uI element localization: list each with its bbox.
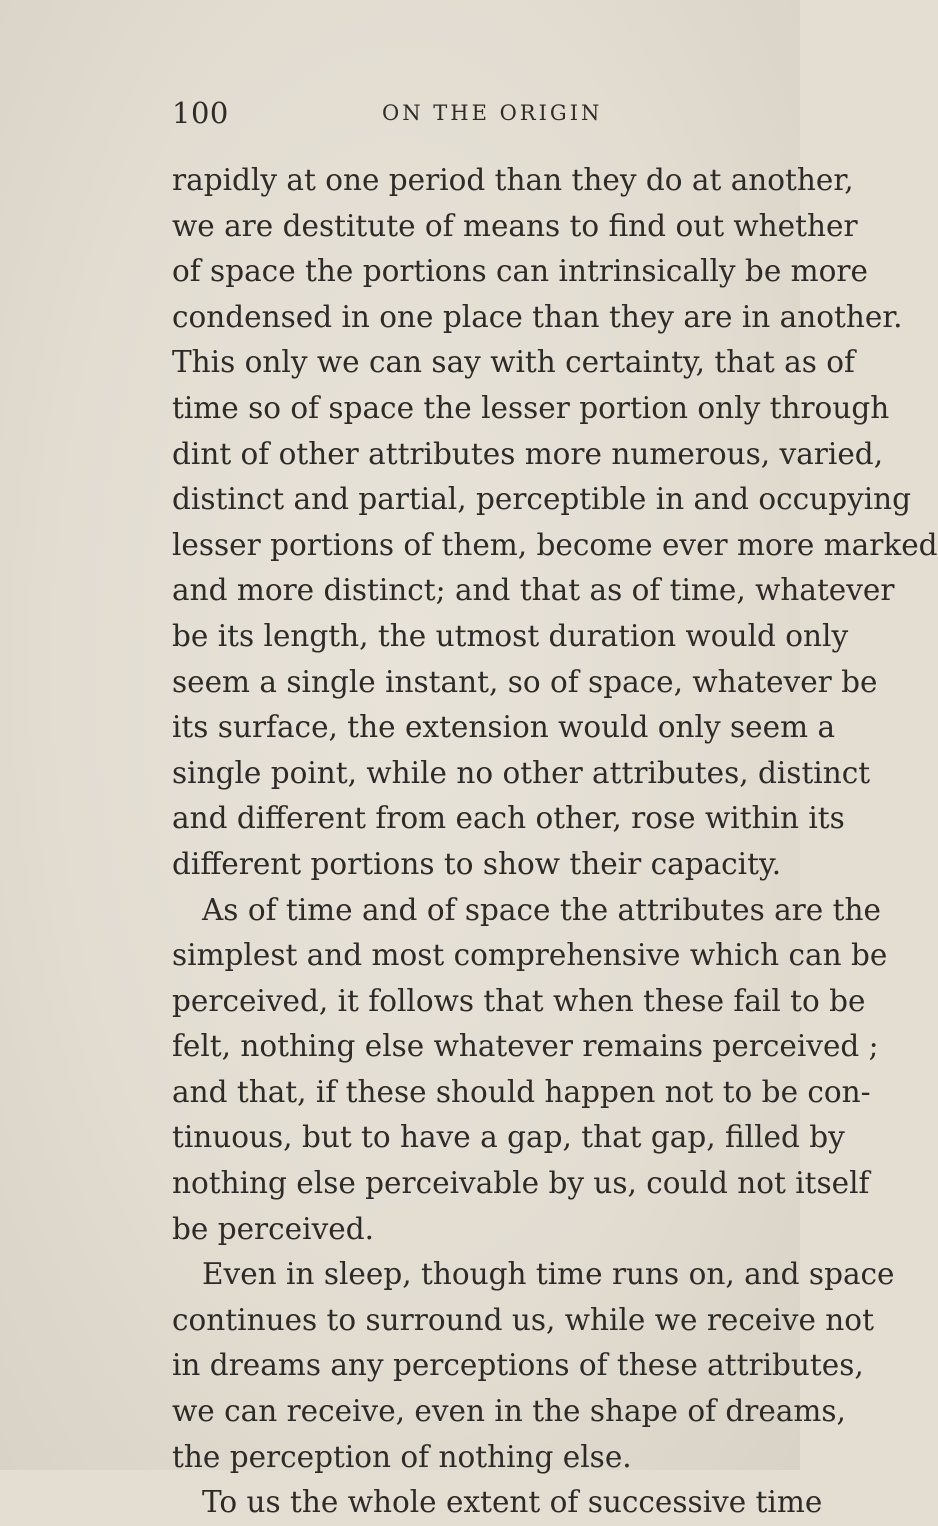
text-line: we can receive, even in the shape of dreams, — [172, 1394, 846, 1429]
text-line: and different from each other, rose within its — [172, 801, 845, 836]
text-line: time so of space the lesser portion only through — [172, 390, 890, 425]
text-line: be its length, the utmost duration would only — [172, 618, 849, 653]
text-line: lesser portions of them, become ever more marked — [172, 527, 938, 562]
text-line: of space the portions can intrinsically be more — [172, 254, 868, 289]
paragraph-start-line: Even in sleep, though time runs on, and space — [202, 1257, 895, 1292]
paragraph-end-line: be perceived. — [172, 1211, 374, 1246]
text-line: dint of other attributes more numerous, varied, — [172, 436, 884, 471]
text-line: we are destitute of means to find out whether — [172, 208, 858, 243]
text-line: nothing else perceivable by us, could not itself — [172, 1166, 870, 1201]
text-line: seem a single instant, so of space, whatever be — [172, 664, 878, 699]
paragraph-end-line: different portions to show their capacity. — [172, 846, 782, 881]
text-line: rapidly at one period than they do at another, — [172, 163, 854, 197]
text-line: and that, if these should happen not to be con- — [172, 1074, 871, 1109]
paragraph-end-line: the perception of nothing else. — [172, 1439, 632, 1474]
page-header — [172, 96, 772, 136]
page-number: 100 — [172, 96, 229, 130]
text-line: This only we can say with certainty, that as of — [172, 345, 855, 380]
text-line: condensed in one place than they are in another. — [172, 299, 903, 334]
text-line: single point, while no other attributes, distinct — [172, 755, 871, 790]
running-head: ON THE ORIGIN — [382, 101, 603, 125]
body-text — [172, 158, 938, 1526]
text-line: in dreams any perceptions of these attributes, — [172, 1348, 864, 1383]
text-line: and more distinct; and that as of time, whatever — [172, 573, 895, 608]
text-line: perceived, it follows that when these fail to be — [172, 983, 866, 1018]
text-line: simplest and most comprehensive which can be — [172, 938, 888, 973]
paragraph-start-line: To us the whole extent of successive time — [202, 1485, 823, 1520]
text-line: felt, nothing else whatever remains perceived ; — [172, 1029, 879, 1064]
paragraph-start-line: As of time and of space the attributes are the — [202, 892, 881, 927]
text-line: its surface, the extension would only seem a — [172, 710, 836, 745]
text-line: distinct and partial, perceptible in and occupying — [172, 482, 912, 517]
text-line: continues to surround us, while we receive not — [172, 1302, 874, 1337]
text-line: tinuous, but to have a gap, that gap, filled by — [172, 1120, 845, 1155]
